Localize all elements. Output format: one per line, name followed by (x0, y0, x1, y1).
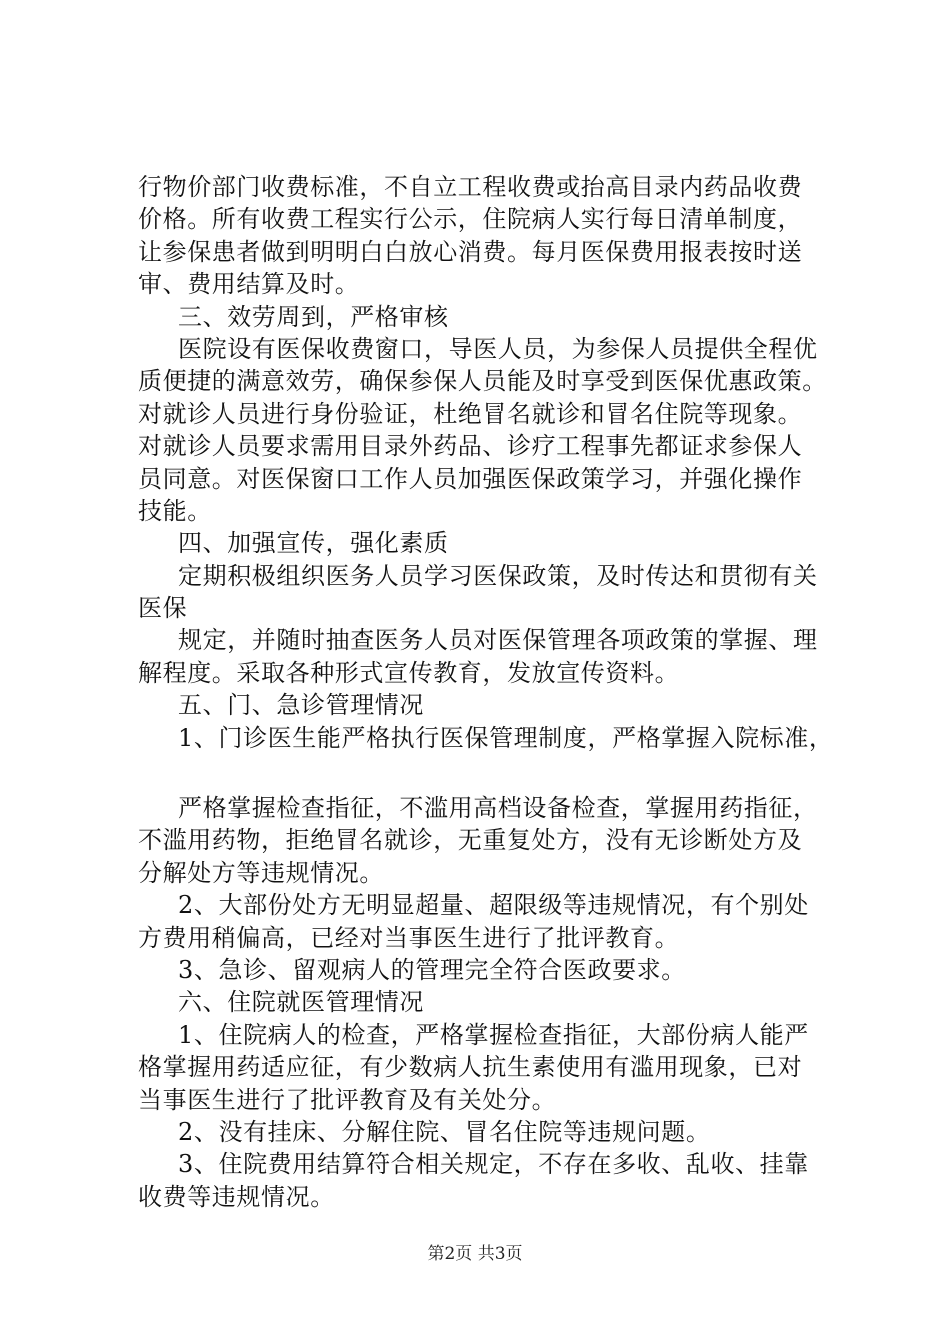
text-line: 对就诊人员进行身份验证，杜绝冒名就诊和冒名住院等现象。 (138, 399, 803, 428)
page-number: 第2页 共3页 (427, 1244, 523, 1264)
text-line: 质便捷的满意效劳，确保参保人员能及时享受到医保优惠政策。 (138, 367, 827, 396)
text-line: 2、大部份处方无明显超量、超限级等违规情况，有个别处 (178, 891, 809, 920)
text-line: 当事医生进行了批评教育及有关处分。 (138, 1085, 557, 1114)
text-line: 审、费用结算及时。 (138, 270, 360, 299)
section-heading: 五、门、急诊管理情况 (178, 691, 424, 720)
text-line: 医院设有医保收费窗口，导医人员，为参保人员提供全程优 (178, 334, 818, 363)
text-line: 分解处方等违规情况。 (138, 858, 384, 887)
text-line: 不滥用药物，拒绝冒名就诊，无重复处方，没有无诊断处方及 (138, 826, 803, 855)
text-line: 价格。所有收费工程实行公示，住院病人实行每日清单制度， (138, 205, 803, 234)
document-body (138, 171, 834, 1213)
text-line: 定期积极组织医务人员学习医保政策，及时传达和贯彻有关 (178, 561, 818, 590)
text-line: 医保 (138, 594, 188, 623)
text-line: 格掌握用药适应征，有少数病人抗生素使用有滥用现象，已对 (138, 1053, 803, 1082)
text-line: 方费用稍偏高，已经对当事医生进行了批评教育。 (138, 923, 680, 952)
text-line: 行物价部门收费标准，不自立工程收费或抬高目录内药品收费 (138, 173, 803, 201)
text-line: 解程度。采取各种形式宣传教育，发放宣传资料。 (138, 658, 680, 687)
text-line: 规定，并随时抽查医务人员对医保管理各项政策的掌握、理 (178, 626, 818, 655)
section-heading: 四、加强宣传，强化素质 (178, 529, 449, 558)
paragraph-gap (138, 754, 828, 792)
text-line: 严格掌握检查指征，不滥用高档设备检查，掌握用药指征， (178, 794, 818, 823)
section-heading: 三、效劳周到，严格审核 (178, 302, 449, 331)
text-line: 对就诊人员要求需用目录外药品、诊疗工程事先都证求参保人 (138, 432, 803, 461)
text-line: 3、急诊、留观病人的管理完全符合医政要求。 (178, 955, 686, 984)
text-line: 2、没有挂床、分解住院、冒名住院等违规问题。 (178, 1117, 711, 1146)
text-line: 3、住院费用结算符合相关规定，不存在多收、乱收、挂靠 (178, 1150, 809, 1179)
text-line: 让参保患者做到明明白白放心消费。每月医保费用报表按时送 (138, 237, 803, 266)
section-heading: 六、住院就医管理情况 (178, 988, 424, 1017)
text-line: 1、住院病人的检查，严格掌握检查指征，大部份病人能严 (178, 1020, 809, 1049)
text-line: 收费等违规情况。 (138, 1182, 335, 1211)
text-line: 员同意。对医保窗口工作人员加强医保政策学习，并强化操作 (138, 464, 803, 493)
text-line: 技能。 (138, 496, 212, 525)
text-line: 1、门诊医生能严格执行医保管理制度，严格掌握入院标准， (178, 723, 834, 752)
